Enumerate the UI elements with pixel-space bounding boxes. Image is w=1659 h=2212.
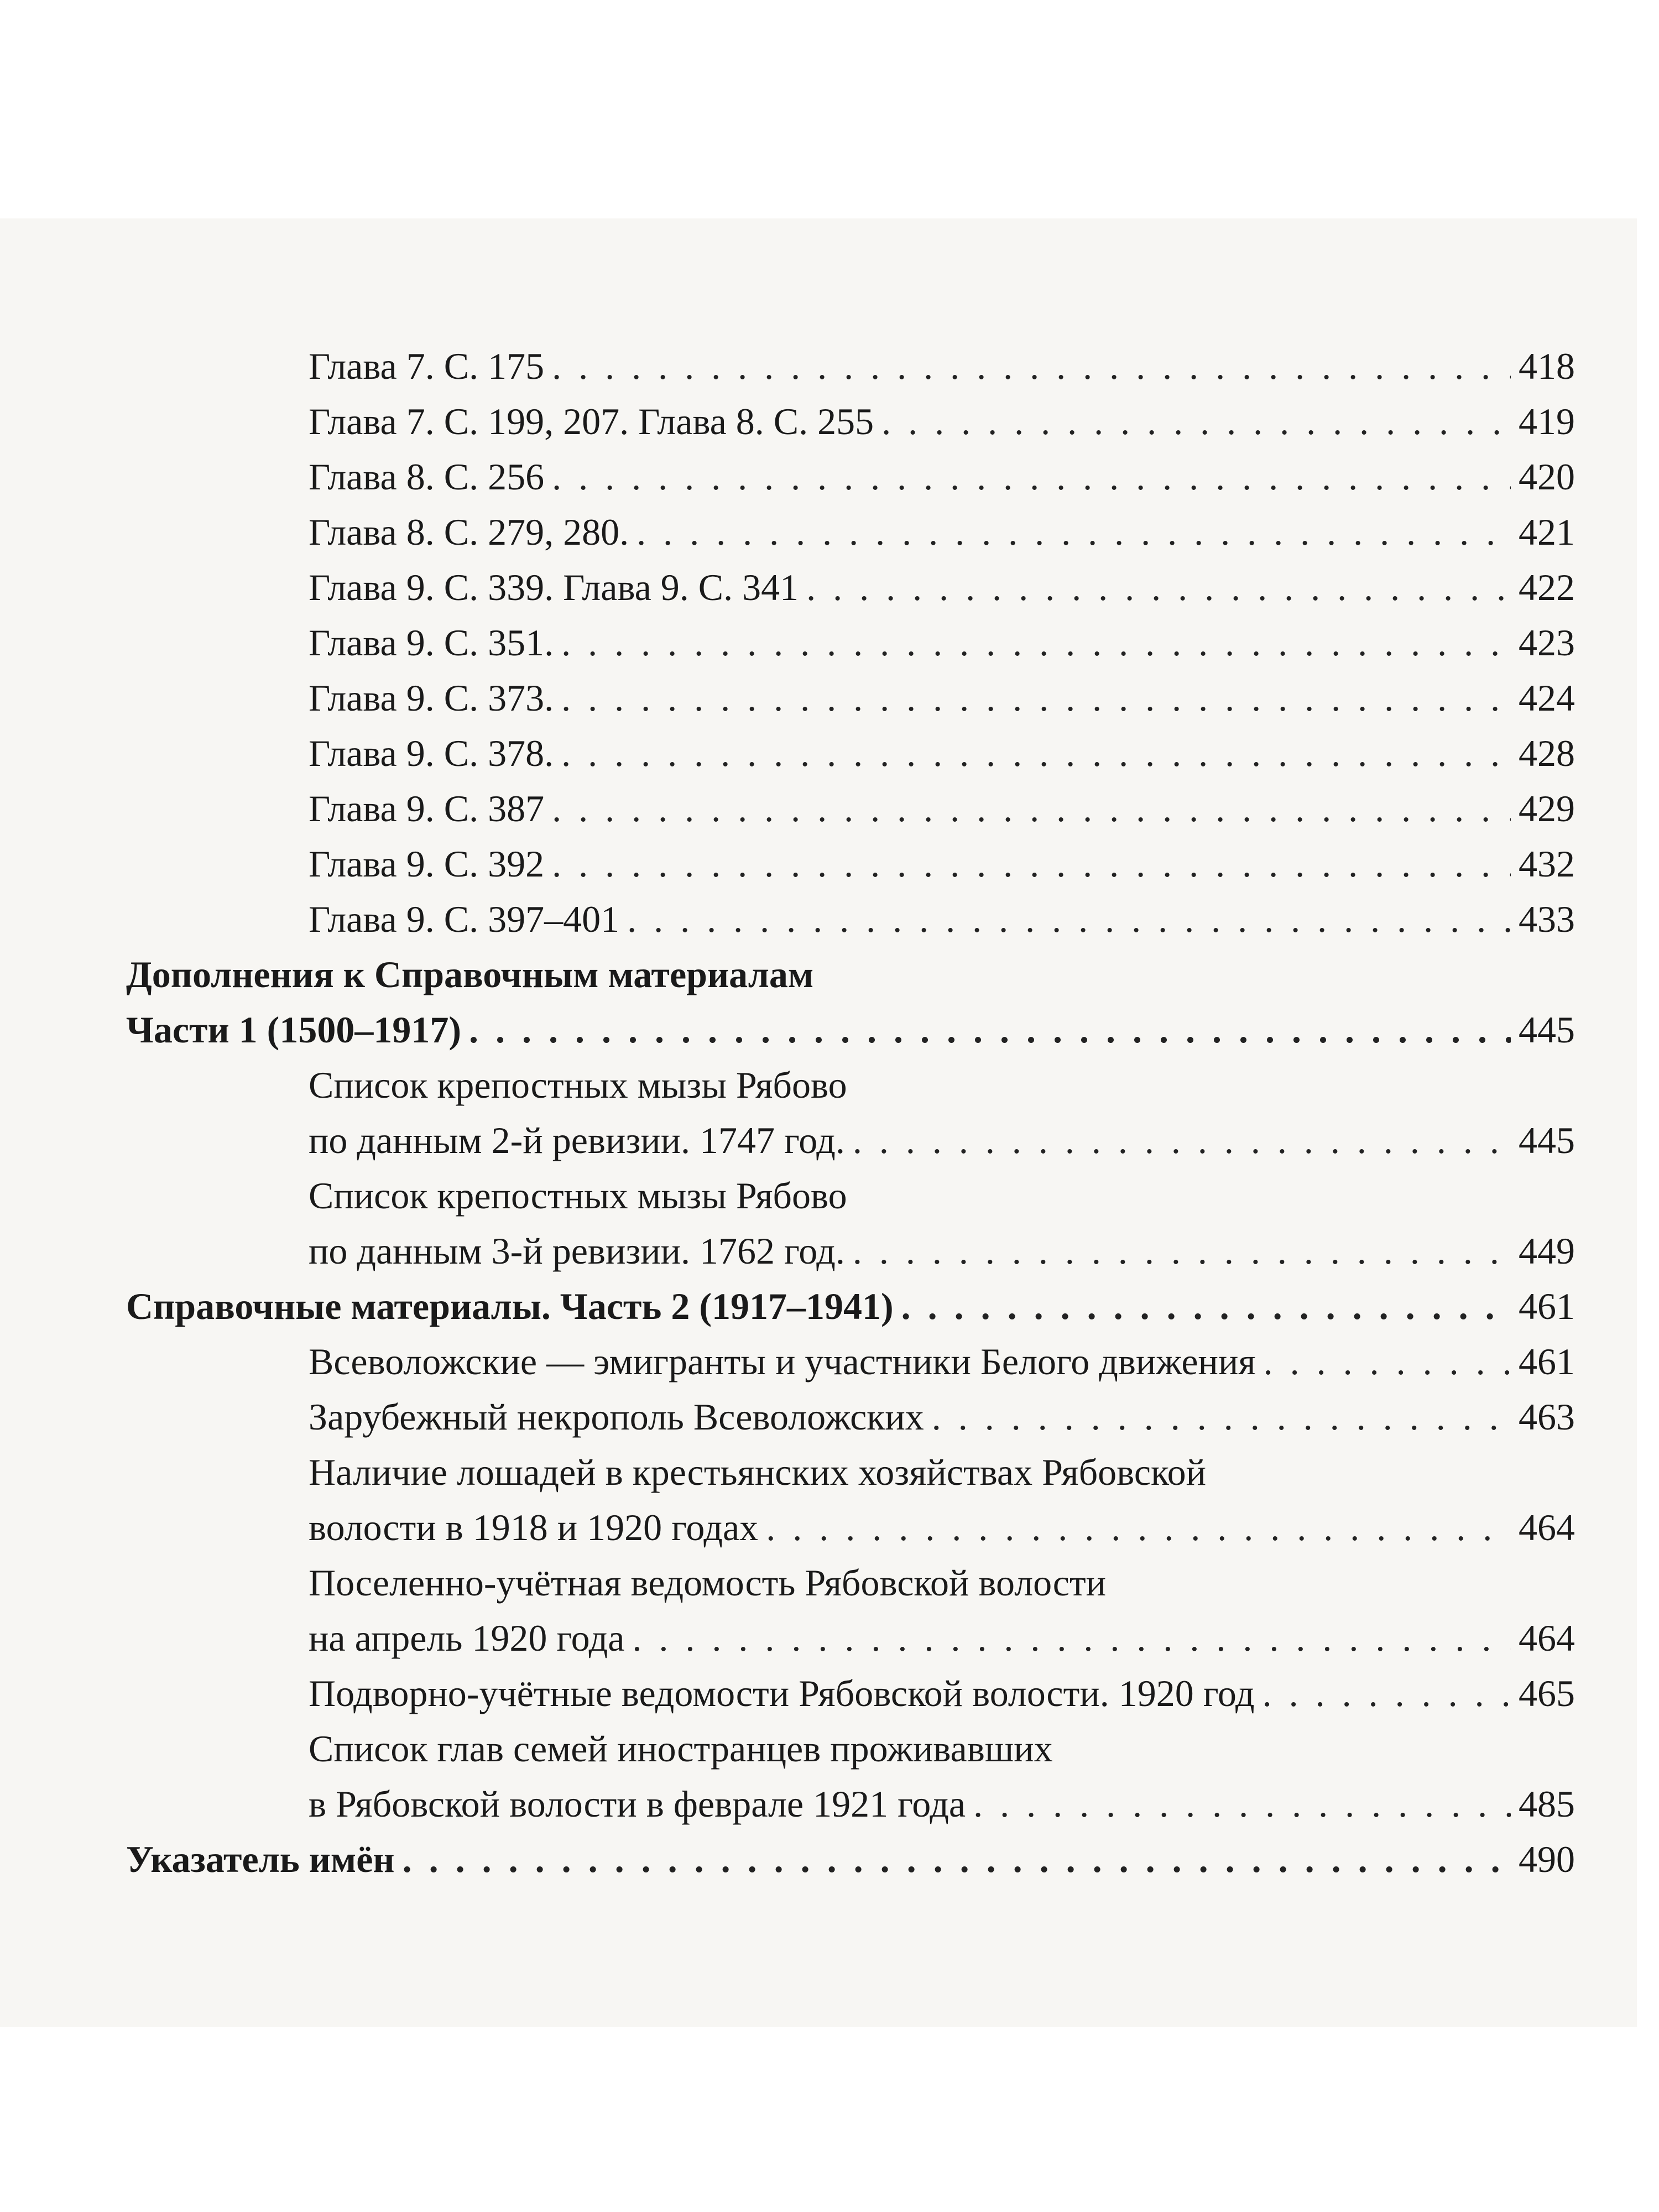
dot-leader <box>552 836 1511 891</box>
toc-entry <box>126 1002 1575 1057</box>
toc-entry-title: Зарубежный некрополь Всеволожских <box>309 1396 924 1438</box>
dot-leader <box>932 1389 1511 1444</box>
dot-leader <box>853 1113 1511 1168</box>
toc-entry <box>126 1776 1575 1832</box>
toc-entry-title: Глава 7. С. 199, 207. Глава 8. С. 255 <box>309 400 874 442</box>
toc-entry-page: 424 <box>1519 677 1575 719</box>
toc-entry-title: Глава 9. С. 387 <box>309 787 545 830</box>
toc-entry-title: Всеволожские — эмигранты и участники Белого движения <box>309 1340 1256 1383</box>
toc-entry-title: Глава 9. С. 351. <box>309 622 554 664</box>
toc-entry-title: Части 1 (1500–1917) <box>126 1009 461 1051</box>
dot-leader <box>1262 1666 1511 1721</box>
toc-entry-page: 419 <box>1519 400 1575 442</box>
dot-leader <box>552 781 1511 836</box>
toc-entry-page: 445 <box>1519 1009 1575 1051</box>
toc-entry <box>126 670 1575 726</box>
dot-leader <box>561 670 1511 726</box>
toc-entry-title: Глава 9. С. 397–401 <box>309 898 620 940</box>
toc-entry-title: Глава 7. С. 175 <box>309 345 545 387</box>
toc-entry-title: Дополнения к Справочным материалам <box>126 953 814 995</box>
toc-entry-title: Поселенно-учётная ведомость Рябовской волости <box>309 1562 1107 1604</box>
toc-entry-title: по данным 2-й ревизии. 1747 год. <box>309 1119 845 1161</box>
toc-entry <box>126 394 1575 449</box>
toc-entry-page: 445 <box>1519 1119 1575 1161</box>
toc-entry-page: 423 <box>1519 622 1575 664</box>
toc-entry <box>126 836 1575 891</box>
toc-entry-page: 461 <box>1519 1340 1575 1383</box>
dot-leader <box>853 1223 1511 1279</box>
toc-entry-page: 422 <box>1519 566 1575 608</box>
toc-entry <box>126 1168 1575 1223</box>
toc-entry <box>126 338 1575 394</box>
toc-entry <box>126 1057 1575 1113</box>
dot-leader <box>469 1002 1511 1057</box>
toc-entry-title: Глава 9. С. 378. <box>309 732 554 774</box>
toc-entry-title: Глава 9. С. 373. <box>309 677 554 719</box>
toc-entry-page: 464 <box>1519 1617 1575 1659</box>
toc-entry-page: 428 <box>1519 732 1575 774</box>
toc-entry-title: Список крепостных мызы Рябово <box>309 1064 847 1106</box>
toc-entry <box>126 781 1575 836</box>
toc-entry-page: 485 <box>1519 1783 1575 1825</box>
toc-entry <box>126 560 1575 615</box>
toc-entry-title: волости в 1918 и 1920 годах <box>309 1506 759 1548</box>
top-margin <box>0 0 1659 218</box>
dot-leader <box>627 891 1511 947</box>
dot-leader <box>632 1610 1511 1666</box>
toc-entry-page: 490 <box>1519 1838 1575 1880</box>
toc-entry <box>126 449 1575 504</box>
toc-entry-title: Глава 9. С. 339. Глава 9. С. 341 <box>309 566 799 608</box>
toc-entry <box>126 504 1575 560</box>
toc-entry-page: 433 <box>1519 898 1575 940</box>
toc-entry-title: Список глав семей иностранцев проживавших <box>309 1728 1053 1770</box>
toc-entry <box>126 1113 1575 1168</box>
page-edge <box>1637 218 1659 2027</box>
dot-leader <box>552 449 1511 504</box>
dot-leader <box>973 1776 1511 1832</box>
dot-leader <box>403 1832 1511 1887</box>
table-of-contents <box>126 338 1575 1887</box>
toc-entry-title: Глава 9. С. 392 <box>309 843 545 885</box>
toc-entry-title: в Рябовской волости в феврале 1921 года <box>309 1783 966 1825</box>
toc-entry-title: Указатель имён <box>126 1838 395 1880</box>
dot-leader <box>561 615 1511 670</box>
dot-leader <box>806 560 1511 615</box>
dot-leader <box>881 394 1511 449</box>
toc-entry-title: Справочные материалы. Часть 2 (1917–1941) <box>126 1285 894 1327</box>
toc-entry-page: 465 <box>1519 1672 1575 1714</box>
toc-entry-title: Список крепостных мызы Рябово <box>309 1175 847 1217</box>
dot-leader <box>561 726 1511 781</box>
toc-entry <box>126 891 1575 947</box>
toc-entry-title: Подворно-учётные ведомости Рябовской волости. 1920 год <box>309 1672 1255 1714</box>
toc-entry <box>126 1389 1575 1444</box>
dot-leader <box>637 504 1511 560</box>
toc-entry-title: Наличие лошадей в крестьянских хозяйствах Рябовской <box>309 1451 1207 1493</box>
toc-entry <box>126 1444 1575 1500</box>
toc-entry-page: 420 <box>1519 456 1575 498</box>
dot-leader <box>552 338 1511 394</box>
dot-leader <box>1264 1334 1511 1389</box>
toc-entry-title: по данным 3-й ревизии. 1762 год. <box>309 1230 845 1272</box>
toc-entry <box>126 947 1575 1002</box>
toc-entry-title: на апрель 1920 года <box>309 1617 625 1659</box>
toc-entry <box>126 1334 1575 1389</box>
toc-entry-page: 421 <box>1519 511 1575 553</box>
toc-entry-page: 463 <box>1519 1396 1575 1438</box>
toc-entry <box>126 615 1575 670</box>
toc-entry <box>126 1279 1575 1334</box>
toc-entry-page: 464 <box>1519 1506 1575 1548</box>
toc-entry-page: 418 <box>1519 345 1575 387</box>
toc-entry <box>126 1721 1575 1776</box>
toc-entry-title: Глава 8. С. 256 <box>309 456 545 498</box>
toc-entry-page: 461 <box>1519 1285 1575 1327</box>
toc-entry <box>126 1610 1575 1666</box>
toc-entry-title: Глава 8. С. 279, 280. <box>309 511 629 553</box>
dot-leader <box>901 1279 1511 1334</box>
toc-entry <box>126 1666 1575 1721</box>
toc-entry <box>126 1555 1575 1610</box>
toc-entry <box>126 726 1575 781</box>
toc-entry-page: 449 <box>1519 1230 1575 1272</box>
dot-leader <box>766 1500 1511 1555</box>
toc-entry <box>126 1832 1575 1887</box>
toc-entry-page: 432 <box>1519 843 1575 885</box>
toc-entry-page: 429 <box>1519 787 1575 830</box>
toc-entry <box>126 1223 1575 1279</box>
toc-entry <box>126 1500 1575 1555</box>
bottom-margin <box>0 2027 1659 2212</box>
